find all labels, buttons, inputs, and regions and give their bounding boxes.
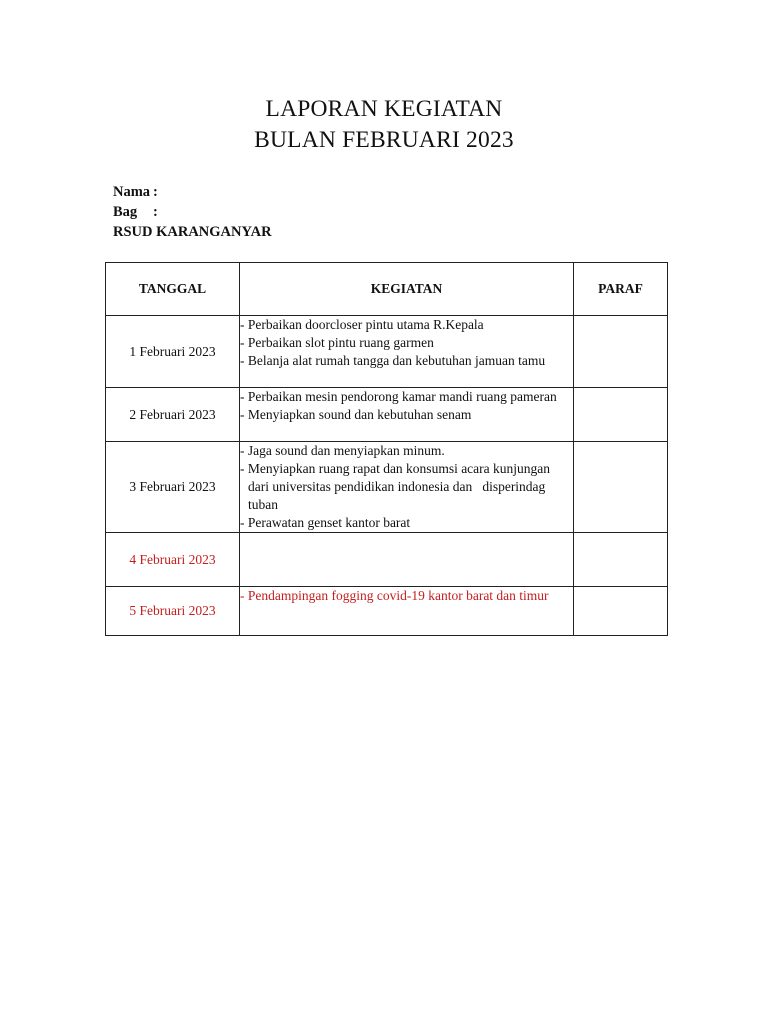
activity-item: - Menyiapkan sound dan kebutuhan senam bbox=[240, 407, 472, 422]
row-date: 3 Februari 2023 bbox=[106, 442, 240, 533]
table-header-row bbox=[106, 263, 668, 316]
bag-line bbox=[113, 202, 158, 222]
header-kegiatan: KEGIATAN bbox=[240, 263, 574, 316]
activity-item: - Perbaikan doorcloser pintu utama R.Kepala bbox=[240, 317, 484, 332]
row-activities bbox=[240, 442, 574, 533]
nama-label: Nama bbox=[113, 184, 151, 200]
table-row bbox=[106, 587, 668, 636]
activity-item: - Perawatan genset kantor barat bbox=[240, 515, 411, 530]
row-paraf bbox=[574, 442, 668, 533]
bag-colon: : bbox=[153, 204, 158, 220]
report-title: LAPORAN KEGIATAN bbox=[265, 96, 503, 122]
nama-colon: : bbox=[153, 184, 158, 200]
row-paraf bbox=[574, 388, 668, 442]
activity-item: - Perbaikan slot pintu ruang garmen bbox=[240, 335, 434, 350]
row-activities bbox=[240, 388, 574, 442]
table-row bbox=[106, 388, 668, 442]
activity-item: - Pendampingan fogging covid-19 kantor barat dan timur bbox=[240, 588, 549, 603]
header-paraf: PARAF bbox=[574, 263, 668, 316]
table-row bbox=[106, 316, 668, 388]
row-paraf bbox=[574, 587, 668, 636]
row-paraf bbox=[574, 316, 668, 388]
institution-name: RSUD KARANGANYAR bbox=[113, 224, 272, 240]
row-date: 1 Februari 2023 bbox=[106, 316, 240, 388]
row-activities bbox=[240, 533, 574, 587]
row-date: 4 Februari 2023 bbox=[106, 533, 240, 587]
row-activities bbox=[240, 316, 574, 388]
row-date: 2 Februari 2023 bbox=[106, 388, 240, 442]
row-date: 5 Februari 2023 bbox=[106, 587, 240, 636]
bag-label: Bag bbox=[113, 204, 138, 220]
activity-table bbox=[105, 262, 668, 636]
row-activities bbox=[240, 587, 574, 636]
activity-item: - Perbaikan mesin pendorong kamar mandi ruang pameran bbox=[240, 389, 557, 404]
table-row bbox=[106, 442, 668, 533]
nama-line bbox=[113, 182, 158, 202]
header-tanggal: TANGGAL bbox=[106, 263, 240, 316]
activity-item: - Belanja alat rumah tangga dan kebutuhan jamuan tamu bbox=[240, 353, 546, 368]
row-paraf bbox=[574, 533, 668, 587]
activity-item: - Menyiapkan ruang rapat dan konsumsi acara kunjungan dari universitas pendidikan indonesia dan disperindag tuban bbox=[240, 461, 554, 512]
report-subtitle: BULAN FEBRUARI 2023 bbox=[254, 127, 514, 153]
table-row bbox=[106, 533, 668, 587]
activity-item: - Jaga sound dan menyiapkan minum. bbox=[240, 443, 445, 458]
